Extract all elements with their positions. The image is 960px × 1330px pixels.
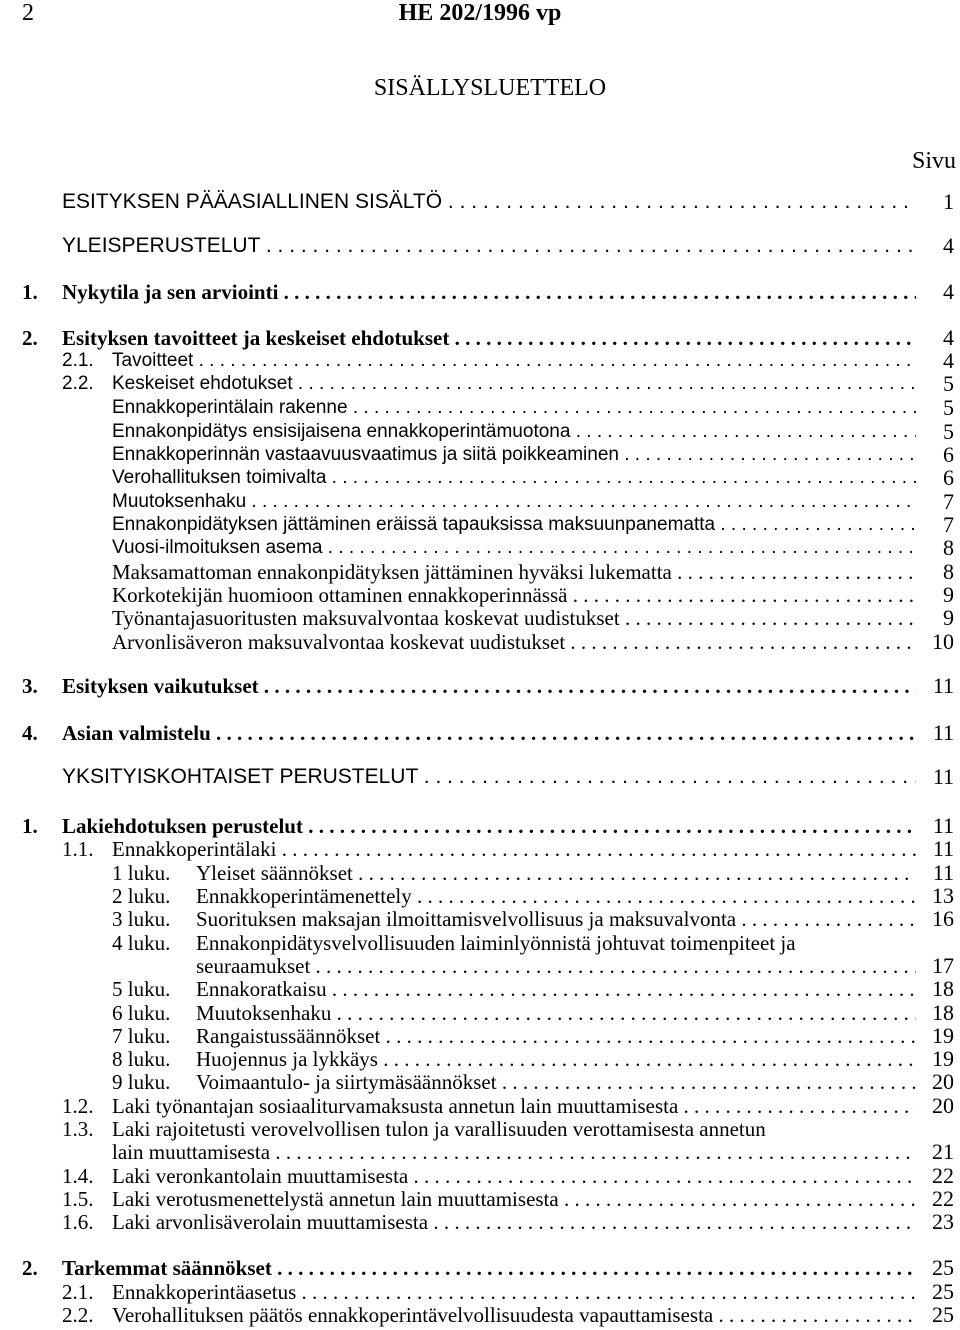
toc-entry-page: 9 <box>943 605 954 630</box>
toc-entry-page: 18 <box>932 976 954 1001</box>
toc-entry-title: Laki rajoitetusti verovelvollisen tulon ja varallisuuden verottamisesta annetun <box>112 1117 766 1141</box>
document-header: HE 202/1996 vp <box>398 0 562 26</box>
toc-entry-page: 7 <box>943 489 954 514</box>
toc-entry-title: Suorituksen maksajan ilmoittamisvelvollisuus ja maksuvalvonta . . . <box>196 907 916 931</box>
toc-entry <box>0 630 960 654</box>
toc-entry-page: 5 <box>943 371 954 396</box>
toc-entry-page: 20 <box>932 1093 954 1118</box>
toc-entry-title: lain muuttamisesta . . . <box>112 1140 916 1164</box>
toc-entry <box>0 372 960 396</box>
toc-entry-page: 19 <box>932 1046 954 1071</box>
toc-entry-number: 5 luku. <box>112 977 171 1001</box>
toc-entry-title: Tarkemmat säännökset . . . <box>62 1256 916 1280</box>
toc-entry-page: 4 <box>943 233 954 258</box>
toc-entry <box>0 1164 960 1188</box>
toc-entry <box>0 721 960 745</box>
toc-entry-page: 4 <box>943 325 954 350</box>
toc-entry-page: 4 <box>943 348 954 373</box>
toc-entry-title: Laki veronkantolain muuttamisesta . . . <box>112 1164 916 1188</box>
toc-entry <box>0 1140 960 1164</box>
toc-entry-title: YKSITYISKOHTAISET PERUSTELUT . . . <box>62 765 916 789</box>
toc-entry-page: 11 <box>932 813 954 838</box>
toc-entry <box>0 814 960 838</box>
toc-entry-page: 25 <box>932 1255 954 1280</box>
toc-entry-number: 1.4. <box>62 1164 94 1188</box>
toc-entry-page: 1 <box>943 189 954 214</box>
toc-entry-page: 5 <box>943 419 954 444</box>
toc-entry <box>0 954 960 978</box>
toc-entry-title: Laki arvonlisäverolain muuttamisesta . . . <box>112 1210 916 1234</box>
toc-entry <box>0 466 960 490</box>
toc-entry-title: Verohallituksen toimivalta . . . <box>112 466 916 490</box>
toc-entry <box>0 190 960 214</box>
toc-entry-title: Ennakonpidätys ensisijaisena ennakkoperintämuotona . . . <box>112 420 916 444</box>
toc-entry <box>0 861 960 885</box>
toc-entry-title: Lakiehdotuksen perustelut . . . <box>62 814 916 838</box>
toc-entry-title: Ennakonpidätyksen jättäminen eräissä tapauksissa maksuunpanematta . . . <box>112 513 916 537</box>
toc-entry-number: 1. <box>22 280 38 304</box>
toc-entry-page: 18 <box>932 1000 954 1025</box>
toc-entry-title: Keskeiset ehdotukset . . . <box>112 372 916 396</box>
toc-entry-number: 3. <box>22 674 38 698</box>
toc-entry <box>0 326 960 350</box>
toc-entry-page: 11 <box>932 836 954 861</box>
toc-entry-title: Nykytila ja sen arviointi . . . <box>62 280 916 304</box>
toc-entry <box>0 536 960 560</box>
toc-entry-number: 2. <box>22 326 38 350</box>
toc-entry-page: 5 <box>943 395 954 420</box>
toc-entry <box>0 560 960 584</box>
toc-entry-page: 4 <box>943 279 954 304</box>
toc-entry-number: 2.2. <box>62 373 94 394</box>
toc-entry <box>0 1187 960 1211</box>
toc-entry <box>0 907 960 931</box>
toc-entry-page: 25 <box>932 1279 954 1304</box>
toc-entry-title: Rangaistussäännökset . . . <box>196 1024 916 1048</box>
toc-entry-page: 17 <box>932 953 954 978</box>
toc-entry <box>0 765 960 789</box>
toc-entry-title: Työnantajasuoritusten maksuvalvontaa koskevat uudistukset . . . <box>112 606 916 630</box>
toc-entry <box>0 490 960 514</box>
toc-entry-number: 1.5. <box>62 1187 94 1211</box>
toc-entry <box>0 674 960 698</box>
toc-entry <box>0 1256 960 1280</box>
toc-entry-number: 9 luku. <box>112 1070 171 1094</box>
toc-entry-title: Ennakkoperintälaki . . . <box>112 837 916 861</box>
toc-entry-title: seuraamukset . . . <box>196 954 916 978</box>
toc-entry-title: Laki verotusmenettelystä annetun lain muuttamisesta . . . <box>112 1187 916 1211</box>
toc-entry-title: Voimaantulo- ja siirtymäsäännökset . . . <box>196 1070 916 1094</box>
toc-entry-title: Asian valmistelu . . . <box>62 721 916 745</box>
toc-entry <box>0 420 960 444</box>
toc-entry <box>0 606 960 630</box>
toc-entry-title: Tavoitteet . . . <box>112 349 916 373</box>
toc-entry-page: 19 <box>932 1023 954 1048</box>
toc-entry-number: 8 luku. <box>112 1047 171 1071</box>
toc-entry-page: 21 <box>932 1139 954 1164</box>
toc-entry <box>0 234 960 258</box>
toc-entry-title: Ennakkoperintäasetus . . . <box>112 1280 916 1304</box>
toc-entry-page: 16 <box>932 906 954 931</box>
toc-entry-page: 20 <box>932 1069 954 1094</box>
toc-entry <box>0 443 960 467</box>
toc-entry <box>0 396 960 420</box>
toc-entry-number: 4 luku. <box>112 931 171 955</box>
toc-entry-title: Ennakkoperinnän vastaavuusvaatimus ja siitä poikkeaminen . . . <box>112 443 916 467</box>
toc-entry <box>0 1047 960 1071</box>
toc-entry <box>0 1117 960 1141</box>
toc-entry-number: 3 luku. <box>112 907 171 931</box>
toc-entry-title: Verohallituksen päätös ennakkoperintävelvollisuudesta vapauttamisesta . . . <box>112 1303 916 1327</box>
toc-entry <box>0 977 960 1001</box>
toc-entry-title: Esityksen tavoitteet ja keskeiset ehdotukset . . . <box>62 326 916 350</box>
toc-entry-page: 9 <box>943 582 954 607</box>
toc-entry <box>0 1303 960 1327</box>
toc-entry-page: 13 <box>932 883 954 908</box>
toc-entry <box>0 349 960 373</box>
toc-entry-title: Ennakkoperintämenettely . . . <box>196 884 916 908</box>
toc-entry-title: Korkotekijän huomioon ottaminen ennakkoperinnässä . . . <box>112 583 916 607</box>
toc-entry-title: Ennakoratkaisu . . . <box>196 977 916 1001</box>
page-column-label: Sivu <box>911 148 956 174</box>
toc-entry-title: YLEISPERUSTELUT . . . <box>62 234 916 258</box>
toc-entry-number: 4. <box>22 721 38 745</box>
toc-entry-title: Vuosi-ilmoituksen asema . . . <box>112 536 916 560</box>
toc-entry-page: 6 <box>943 465 954 490</box>
toc-entry-number: 6 luku. <box>112 1001 171 1025</box>
toc-entry-title: Laki työnantajan sosiaaliturvamaksusta annetun lain muuttamisesta . . . <box>112 1094 916 1118</box>
toc-entry-title: Esityksen vaikutukset . . . <box>62 674 916 698</box>
toc-entry-page: 22 <box>932 1186 954 1211</box>
toc-entry <box>0 280 960 304</box>
toc-entry-number: 1.6. <box>62 1210 94 1234</box>
toc-entry-page: 7 <box>943 512 954 537</box>
toc-entry-page: 11 <box>932 764 954 789</box>
toc-entry-page: 8 <box>943 559 954 584</box>
toc-entry-page: 11 <box>932 673 954 698</box>
page-number: 2 <box>22 0 34 26</box>
toc-entry <box>0 1070 960 1094</box>
toc-entry-page: 23 <box>932 1209 954 1234</box>
toc-entry-number: 2.2. <box>62 1303 94 1327</box>
toc-entry <box>0 1094 960 1118</box>
toc-entry-title: Maksamattoman ennakonpidätyksen jättäminen hyväksi lukematta . . . <box>112 560 916 584</box>
toc-entry <box>0 1210 960 1234</box>
toc-entry <box>0 583 960 607</box>
toc-entry-title: Ennakonpidätysvelvollisuuden laiminlyönnistä johtuvat toimenpiteet ja <box>196 931 796 955</box>
toc-entry-page: 11 <box>932 860 954 885</box>
toc-entry-number: 2.1. <box>62 350 94 371</box>
toc-entry-title: ESITYKSEN PÄÄASIALLINEN SISÄLTÖ . . . <box>62 190 916 214</box>
toc-entry <box>0 837 960 861</box>
toc-entry <box>0 513 960 537</box>
toc-entry-page: 8 <box>943 535 954 560</box>
toc-entry-number: 2.1. <box>62 1280 94 1304</box>
toc-entry-number: 1 luku. <box>112 861 171 885</box>
toc-entry <box>0 884 960 908</box>
toc-entry-title: Muutoksenhaku . . . <box>196 1001 916 1025</box>
toc-entry <box>0 931 960 955</box>
toc-entry-page: 11 <box>932 720 954 745</box>
toc-entry-title: Huojennus ja lykkäys . . . <box>196 1047 916 1071</box>
toc-entry <box>0 1001 960 1025</box>
toc-entry-title: Ennakkoperintälain rakenne . . . <box>112 396 916 420</box>
toc-entry-title: Arvonlisäveron maksuvalvontaa koskevat uudistukset . . . <box>112 630 916 654</box>
toc-title: SISÄLLYSLUETTELO <box>373 75 607 101</box>
toc-entry-title: Muutoksenhaku . . . <box>112 490 916 514</box>
toc-entry-page: 6 <box>943 442 954 467</box>
toc-entry-number: 1.3. <box>62 1117 94 1141</box>
toc-entry-number: 7 luku. <box>112 1024 171 1048</box>
toc-entry-number: 2. <box>22 1256 38 1280</box>
toc-entry-page: 22 <box>932 1163 954 1188</box>
toc-entry-page: 10 <box>932 629 954 654</box>
toc-entry-number: 1. <box>22 814 38 838</box>
toc-entry-number: 1.2. <box>62 1094 94 1118</box>
toc-entry-number: 1.1. <box>62 837 94 861</box>
toc-entry <box>0 1024 960 1048</box>
toc-entry-page: 25 <box>932 1302 954 1327</box>
toc-entry-number: 2 luku. <box>112 884 171 908</box>
toc-entry-title: Yleiset säännökset . . . <box>196 861 916 885</box>
toc-entry <box>0 1280 960 1304</box>
